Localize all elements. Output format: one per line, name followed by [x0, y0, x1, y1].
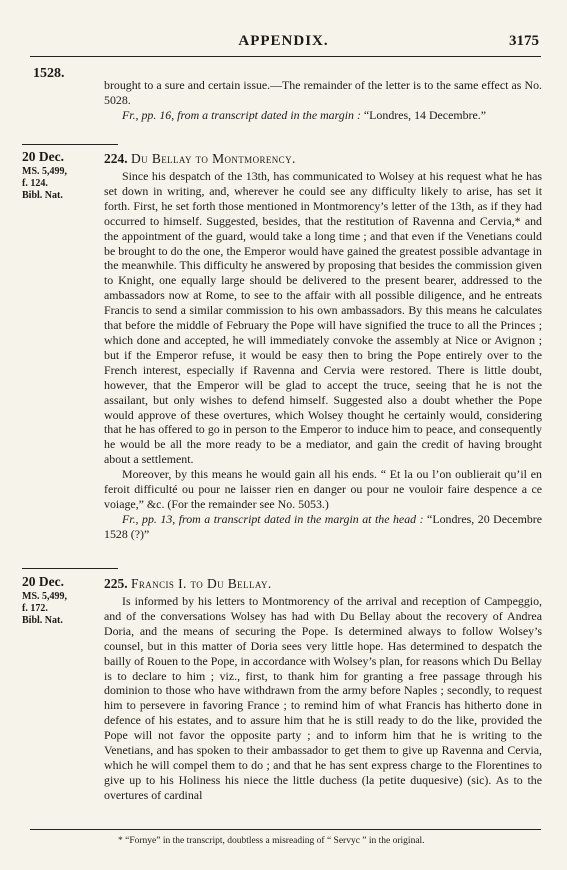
manuscript-ref: MS. 5,499,: [22, 166, 67, 177]
entry-224: [104, 151, 542, 542]
entry-number: 225.: [104, 576, 128, 591]
header-rule: [30, 56, 541, 57]
margin-note-225: [22, 576, 98, 627]
entry-paragraph: Is informed by his letters to Montmorency of the arrival and reception of Campeggio, and of the conversations Wolsey has had with Du Bellay about the recovery of Andrea Doria, and the means of securing the Pope. Is determined always to follow Wolsey’s counsel, but in this matter of Doria sees very little hope. Has determined to despatch the bailly of Rouen to the Pope, in accordance with Wolsey’s plan, for reasons which Du Bellay is to declare to him ; viz., first, to thank him for granting a free passage through his dominion to those who have withdrawn from the army before Naples ; secondly, to request him to persevere in favoring France ; to remind him of what Francis has hitherto done in defence of his estates, and to assure him that he is still ready to do the like, provided the Pope will not favor the opposite party ; and to inform him that he is writing to the Venetians, and has spoken to their ambassador to get them to give up Ravenna and Cervia, which he will compel them to do ; and that he has sent express charge to the Florentines to give up to his Holiness his niece the little duchess (la petite duquesive) (sic). As to the overtures of cardinal: [104, 594, 542, 802]
continuation-source: Fr., pp. 16, from a transcript dated in the margin : “Londres, 14 Decembre.”: [122, 107, 487, 122]
library-ref: Bibl. Nat.: [22, 190, 63, 201]
running-head: [0, 30, 567, 52]
entry-paragraph: Since his despatch of the 13th, has communicated to Wolsey at his request what he has set down in writing, and, wherever he could see any difficulty likely to arise, has set it forth. First, he set forth those mentioned in Montmorency’s letter of the 13th, as if they had occurred to himself. Suggested, besides, that the restitution of Ravenna and Cervia,* and the appointment of the guard, would take a long time ; and that even if the Venetians could be brought to do the one, the Emperor would have gained the greatest possible advantage in the meanwhile. This difficulty he answered by proposing that besides the commission given to Knight, one equally large should be delivered to the present bearer, addressed to the ambassadors now at Rome, to see to the affair with all possible diligence, and he entreats Francis to send a similar commission to his own ambassadors. By this means he calculates that before the middle of February the Pope will have signified the truce to all the Princes ; which done and accepted, he will immediately convoke the assembly at Nice or Avignon ; but if the Emperor refuse, it would be easy then to bring the Pope entirely over to the French interest, especially if Ravenna and Cervia were restored. There is little doubt, however, that the Emperor will be glad to accept the truce, seeing that he is not the assailant, but only wishes to defend himself. Suggested also a doubt whether the Pope would approve of these overtures, which Wolsey thought he certainly would, considering that he has offered to go in person to the Emperor to induce him to peace, and consequently he would be all the more ready to be a mediator, and gain the credit of having brought about a settlement.: [104, 169, 542, 467]
footnote-rule: [30, 829, 541, 830]
entry-225: [104, 576, 542, 803]
entry-date: 20 Dec.: [22, 574, 64, 589]
entry-title: Du Bellay to Montmorency.: [131, 151, 296, 166]
section-rule: [22, 568, 118, 569]
folio-ref: f. 172.: [22, 603, 48, 614]
manuscript-ref: MS. 5,499,: [22, 591, 67, 602]
entry-date: 20 Dec.: [22, 149, 64, 164]
library-ref: Bibl. Nat.: [22, 615, 63, 626]
entry-title: Francis I. to Du Bellay.: [131, 576, 272, 591]
footnote: * “Fornye” in the transcript, doubtless a misreading of “ Servyc ” in the original.: [118, 836, 425, 846]
margin-year: 1528.: [33, 66, 65, 81]
continuation-text: brought to a sure and certain issue.—The remainder of the letter is to the same effect as No. 5028.: [104, 78, 542, 107]
folio-ref: f. 124.: [22, 178, 48, 189]
entry-source: Fr., pp. 13, from a transcript dated in the margin at the head : “Londres, 20 Decembre 1528 (?)”: [104, 511, 542, 541]
running-title: APPENDIX.: [238, 33, 329, 49]
continuation-block: [104, 78, 542, 123]
margin-note-224: [22, 151, 98, 202]
page-number: 3175: [509, 33, 539, 49]
section-rule: [22, 144, 118, 145]
entry-number: 224.: [104, 151, 128, 166]
entry-heading: [104, 576, 542, 592]
entry-paragraph: Moreover, by this means he would gain all his ends. “ Et la ou l’on oublierait qu’il en feroit difficulté ou pour ne laisser rien en danger ou pour ne vouloir faire despence a ce voiage,” &c. (For the remainder see No. 5053.): [104, 467, 542, 511]
entry-heading: [104, 151, 542, 167]
